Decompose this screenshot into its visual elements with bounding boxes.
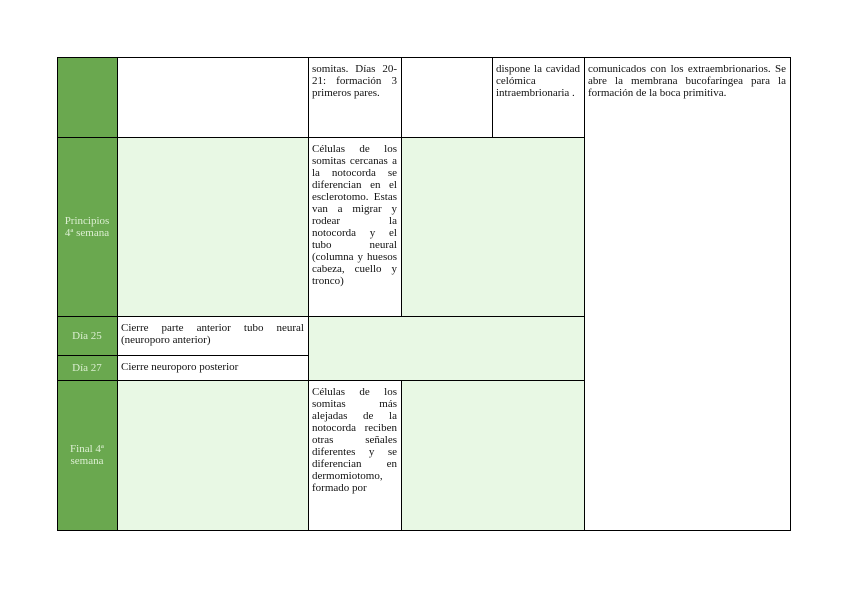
border-row1: [57, 137, 584, 138]
dia25-label-text: Día 25: [72, 329, 102, 342]
top-col6-cell: [584, 57, 790, 530]
final-col45-cell: [401, 380, 584, 530]
border-col3-upper: [401, 57, 402, 317]
border-col3-lower: [401, 380, 402, 531]
border-row4: [57, 380, 584, 381]
row-dia25-label: [57, 316, 117, 355]
dia27-label-text: Día 27: [72, 361, 102, 374]
dia27-col2-cell: [117, 355, 308, 380]
row-principios-label: [57, 137, 117, 316]
top-col2-cell: [117, 57, 308, 137]
principios-label-text: Principios 4ª semana: [64, 214, 110, 239]
top-col5-cell: [492, 57, 584, 137]
top-col6-text: comunicados con los extraembrionarios. Se abre la membrana bucofaríngea para la formación de la boca primitiva.: [588, 63, 786, 99]
final-col3-cell: [308, 380, 401, 530]
final-label-text: Final 4ª semana: [70, 443, 104, 467]
top-col5-text: dispone la cavidad celómica intraembrionaria .: [496, 63, 580, 99]
row-dia27-label: [57, 355, 117, 380]
dia27-col2-text: Cierre neuroporo posterior: [121, 361, 239, 373]
border-col2-upper: [308, 57, 309, 381]
border-col5: [584, 57, 585, 531]
final-col2-cell: [117, 380, 308, 530]
row-final-label: [57, 380, 117, 530]
dia25-27-merged-cell: [308, 316, 584, 380]
principios-col45-cell: [401, 137, 584, 316]
dia25-col2-cell: [117, 316, 308, 355]
principios-col2-cell: [117, 137, 308, 316]
border-top: [57, 57, 791, 58]
border-bottom: [57, 530, 791, 531]
top-col3-text: somitas. Días 20-21: formación 3 primeros pares.: [312, 63, 397, 99]
border-col4: [492, 57, 493, 138]
principios-col3-text: Células de los somitas cercanas a la notocorda se diferencian en el esclerotomo. Estas van a migrar y rodear la notocorda y el tubo neural (columna y huesos cabeza, cuello y tronco): [312, 143, 397, 287]
top-col4-cell: [401, 57, 492, 137]
border-left: [57, 57, 58, 531]
border-row2: [57, 316, 584, 317]
border-col1: [117, 57, 118, 531]
border-col2-lower: [308, 380, 309, 531]
final-col3-text: Células de los somitas más alejadas de la notocorda reciben otras señales diferentes y se diferencian en dermomiotomo, formado por: [312, 386, 397, 494]
principios-col3-cell: [308, 137, 401, 316]
border-right: [790, 57, 791, 531]
top-col3-cell: [308, 57, 401, 137]
border-row3: [57, 355, 308, 356]
row-top-label-cell: [57, 57, 117, 137]
dia25-col2-text: Cierre parte anterior tubo neural (neuroporo anterior): [121, 322, 304, 346]
